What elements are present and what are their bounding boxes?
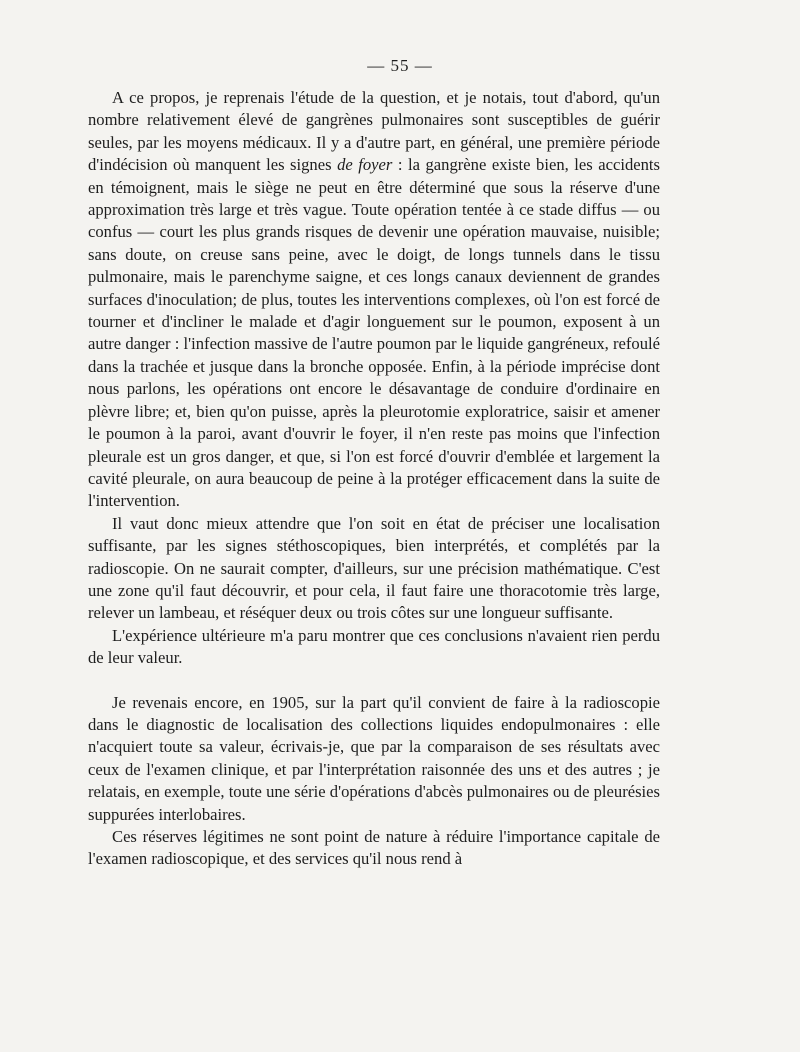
paragraph-1-emphasis: de foyer (337, 155, 393, 175)
page-number: — 55 — (367, 56, 433, 75)
paragraph-4: Je revenais encore, en 1905, sur la part qu'il convient de faire à la radioscopie dans le diagnostic de localisation des collections liquides endopulmonaires : elle n'acquiert toute sa valeur, écrivais-je, que par la comparaison de ses résultats avec ceux de l'examen clinique, et par l'interprétation raisonnée des uns et des autres ; je relatais, en exemple, toute une série d'opérations d'abcès pulmonaires ou de pleurésies suppurées interlobaires. (88, 692, 660, 824)
section-gap (88, 670, 660, 692)
paragraph-1-part-b: : la gangrène existe bien, les accidents en témoignent, mais le siège ne peut en être déterminé que sous la réserve d'une approximation très large et très vague. Toute opération tentée à ce stade diffus — ou confus — court les plus grands risques de devenir une opération mauvaise, nuisible; sans doute, on creuse sans peine, avec le doigt, de longs tunnels dans le tissu pulmonaire, mais le parenchyme saigne, et ces longs canaux deviennent de grandes surfaces d'inoculation; de plus, toutes les interventions complexes, où l'on est forcé de tourner et d'incliner le malade et d'agir longuement sur le poumon, exposent à un autre danger : l'infection massive de l'autre poumon par le liquide gangréneux, refoulé dans la trachée et jusque dans la bronche opposée. Enfin, à la période imprécise dont nous parlons, les opérations ont encore le désavantage de conduire d'ordinaire en plèvre libre; et, bien qu'on puisse, après la pleurotomie exploratrice, saisir et amener le poumon à la paroi, avant d'ouvrir le foyer, il n'en reste pas moins que l'infection pleurale est un gros danger, et que, si l'on est forcé d'ouvrir d'emblée et largement la cavité pleurale, on aura beaucoup de peine à la protéger efficacement dans la suite de l'intervention. (88, 155, 660, 511)
body-text (88, 87, 660, 871)
paragraph-5: Ces réserves légitimes ne sont point de nature à réduire l'importance capitale de l'examen radioscopique, et des services qu'il nous rend à (88, 827, 660, 869)
paragraph-2: Il vaut donc mieux attendre que l'on soit en état de préciser une localisation suffisante, par les signes stéthoscopiques, bien interprétés, et complétés par la radioscopie. On ne saurait compter, d'ailleurs, sur une précision mathématique. C'est une zone qu'il faut découvrir, et pour cela, il faut faire une thoracotomie très large, relever un lambeau, et réséquer deux ou trois côtes sur une longueur suffisante. (88, 513, 660, 623)
paragraph-3: L'expérience ultérieure m'a paru montrer que ces conclusions n'avaient rien perdu de leur valeur. (88, 625, 660, 668)
paragraph-1-part-a: A ce propos, je reprenais l'étude de la question, et je notais, tout d'abord, qu'un nombre relativement élevé de gangrènes pulmonaires sont susceptibles de guérir seules, par les moyens médicaux. Il y a d'autre part, en général, une première période d'indécision où manquent les signes (88, 88, 660, 175)
paragraph-1 (88, 87, 660, 513)
